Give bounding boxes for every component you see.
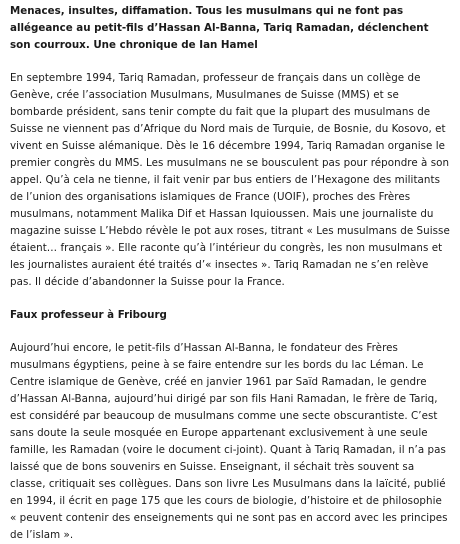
article-paragraph-2: Aujourd’hui encore, le petit-fils d’Hassan Al-Banna, le fondateur des Frères musulmans égyptiens, peine à se faire entendre sur les bords du lac Léman. Le Centre islamique de Genève, créé en janvier 1961 par Saïd Ramadan, le gendre d’Hassan Al-Banna, aujourd’hui dirigé par son fils Hani Ramadan, le frère de Tariq, est considéré par beaucoup de musulmans comme une secte obscurantiste. C’est sans doute la seule mosquée en Europe appartenant exclusivement à une seule famille, les Ramadan (voire le document ci-joint). Quant à Tariq Ramadan, il n’a pas laissé que de bons souvenirs en Suisse. Enseignant, il séchait très souvent sa classe, critiquait ses collègues. Dans son livre Les Musulmans dans la laïcité, publié en 1994, il écrit en page 175 que les cours de biologie, d’histoire et de philosophie « peuvent contenir des enseignements qui ne sont pas en accord avec les principes de l’islam ». bbox=[10, 342, 448, 541]
article-lede: Menaces, insultes, diffamation. Tous les musulmans qui ne font pas allégeance au petit-fils d’Hassan Al-Banna, Tariq Ramadan, déclenchent son courroux. Une chronique de Ian Hamel bbox=[10, 5, 429, 51]
section-heading: Faux professeur à Fribourg bbox=[10, 309, 167, 321]
article-paragraph-1: En septembre 1994, Tariq Ramadan, professeur de français dans un collège de Genève, crée l’association Musulmans, Musulmanes de Suisse (MMS) et se bombarde président, sans tenir compte du fait que la plupart des musulmans de Suisse ne viennent pas d’Afrique du Nord mais de Turquie, de Bosnie, du Kosovo, et vivent en Suisse alémanique. Dès le 16 décembre 1994, Tariq Ramadan organise le premier congrès du MMS. Les musulmans ne se bousculent pas pour répondre à son appel. Qu’à cela ne tienne, il fait venir par bus entiers de l’Hexagone des militants de l’union des organisations islamiques de France (UOIF), proches des Frères musulmans, notamment Malika Dif et Hassan Iquioussen. Mais une journaliste du magazine suisse L’Hebdo révèle le pot aux roses, titrant « Les musulmans de Suisse étaient… français ». Elle raconte qu’à l’intérieur du congrès, les non musulmans et les journalistes auraient été traités d’« insectes ». Tariq Ramadan ne s’en relève pas. Il décide d’abandonner la Suisse pour la France. bbox=[10, 72, 450, 288]
